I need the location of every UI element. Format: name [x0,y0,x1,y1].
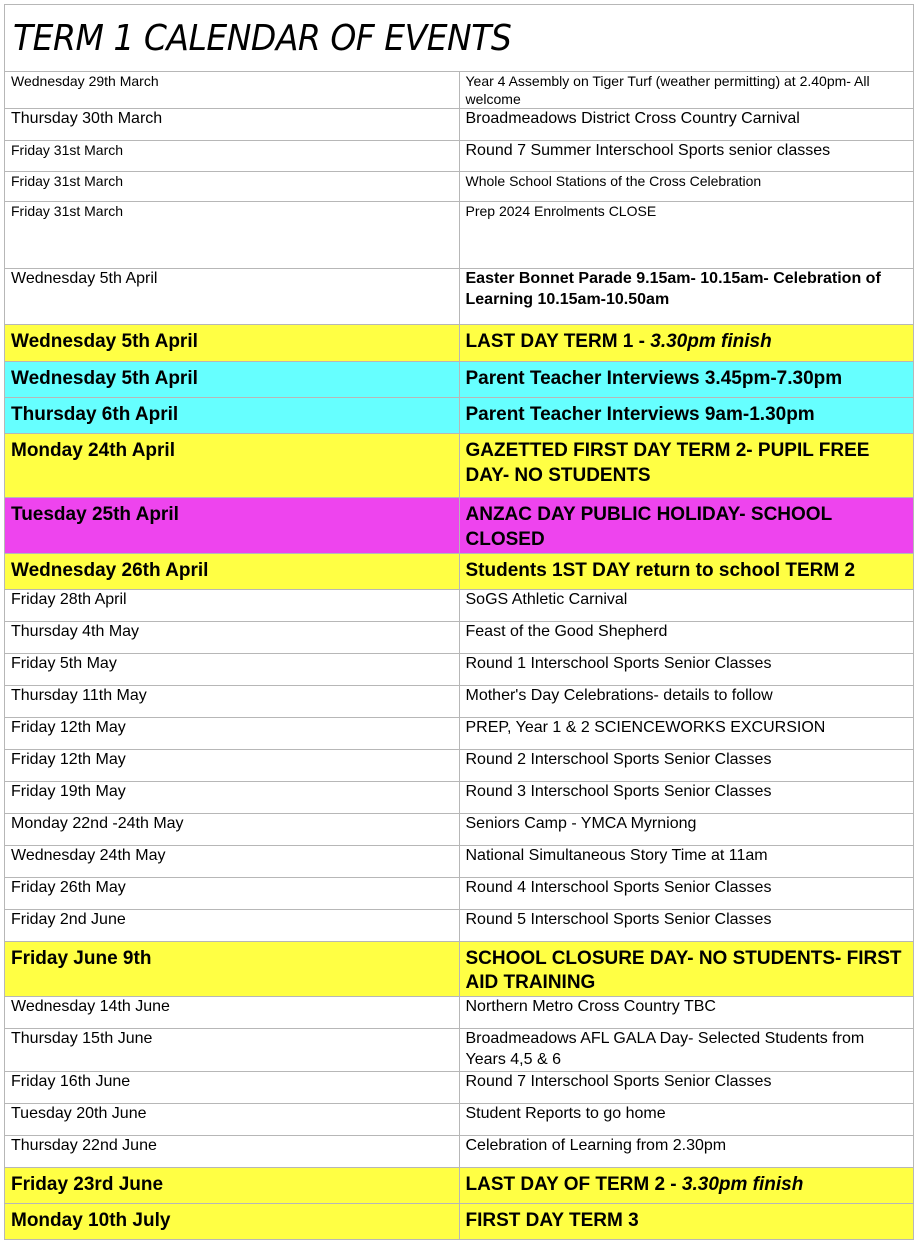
table-row [5,172,914,202]
event-description: Students 1ST DAY return to school TERM 2 [459,553,914,589]
table-row-highlight [5,398,914,434]
event-description [459,1167,914,1203]
title-row [5,5,914,72]
event-description: Broadmeadows District Cross Country Carnival [459,109,914,141]
table-row-highlight [5,941,914,996]
event-date: Friday 31st March [5,172,460,202]
event-date: Friday 23rd June [5,1167,460,1203]
event-text: LAST DAY TERM 1 - [465,331,651,353]
event-description: Round 1 Interschool Sports Senior Classes [459,653,914,685]
event-date: Thursday 11th May [5,685,460,717]
event-date: Wednesday 14th June [5,997,460,1029]
table-row-highlight [5,1203,914,1239]
table-row [5,141,914,172]
event-description: Round 2 Interschool Sports Senior Classes [459,749,914,781]
event-date: Thursday 22nd June [5,1135,460,1167]
table-row [5,653,914,685]
event-description: Feast of the Good Shepherd [459,621,914,653]
event-description: Parent Teacher Interviews 9am-1.30pm [459,398,914,434]
event-date: Tuesday 20th June [5,1103,460,1135]
table-row-highlight [5,1167,914,1203]
event-date: Friday 28th April [5,589,460,621]
event-description: Seniors Camp - YMCA Myrniong [459,813,914,845]
event-date: Monday 10th July [5,1203,460,1239]
title-cell [5,5,914,72]
event-date: Friday 12th May [5,717,460,749]
event-description: Round 7 Interschool Sports Senior Classes [459,1071,914,1103]
table-row [5,1029,914,1072]
table-row [5,589,914,621]
event-date: Friday June 9th [5,941,460,996]
table-row [5,877,914,909]
event-description: Mother's Day Celebrations- details to follow [459,685,914,717]
event-description: Prep 2024 Enrolments CLOSE [459,202,914,269]
table-row [5,72,914,109]
event-date: Friday 19th May [5,781,460,813]
event-date: Monday 22nd -24th May [5,813,460,845]
table-row [5,813,914,845]
table-row [5,997,914,1029]
event-date: Friday 26th May [5,877,460,909]
event-time-italic: 3.30pm finish [681,1173,804,1195]
event-description: PREP, Year 1 & 2 SCIENCEWORKS EXCURSION [459,717,914,749]
event-description: Broadmeadows AFL GALA Day- Selected Students from Years 4,5 & 6 [459,1029,914,1072]
table-row [5,1135,914,1167]
event-description: Year 4 Assembly on Tiger Turf (weather permitting) at 2.40pm- All welcome [459,72,914,109]
table-row [5,202,914,269]
table-row [5,1071,914,1103]
table-row [5,621,914,653]
event-description: National Simultaneous Story Time at 11am [459,845,914,877]
event-description: GAZETTED FIRST DAY TERM 2- PUPIL FREE DAY- NO STUDENTS [459,434,914,498]
event-description: ANZAC DAY PUBLIC HOLIDAY- SCHOOL CLOSED [459,498,914,553]
table-row-highlight [5,434,914,498]
table-row-highlight [5,553,914,589]
event-date: Wednesday 5th April [5,362,460,398]
event-date: Wednesday 5th April [5,325,460,362]
table-row-highlight [5,325,914,362]
event-description: FIRST DAY TERM 3 [459,1203,914,1239]
table-row [5,749,914,781]
events-table [4,4,914,1240]
event-description: Easter Bonnet Parade 9.15am- 10.15am- Celebration of Learning 10.15am-10.50am [459,269,914,325]
event-description: Round 4 Interschool Sports Senior Classes [459,877,914,909]
table-row [5,717,914,749]
event-description: Parent Teacher Interviews 3.45pm-7.30pm [459,362,914,398]
table-row [5,781,914,813]
table-row [5,1103,914,1135]
table-row-highlight [5,498,914,553]
calendar-sheet [4,4,914,1240]
event-date: Tuesday 25th April [5,498,460,553]
event-date: Friday 12th May [5,749,460,781]
table-row [5,845,914,877]
event-date: Wednesday 24th May [5,845,460,877]
event-date: Friday 5th May [5,653,460,685]
event-date: Friday 2nd June [5,909,460,941]
event-date: Thursday 6th April [5,398,460,434]
event-description: Whole School Stations of the Cross Celebration [459,172,914,202]
table-row [5,685,914,717]
event-date: Monday 24th April [5,434,460,498]
event-description [459,325,914,362]
event-description: Round 3 Interschool Sports Senior Classes [459,781,914,813]
event-description: Student Reports to go home [459,1103,914,1135]
event-description: Northern Metro Cross Country TBC [459,997,914,1029]
event-date: Wednesday 5th April [5,269,460,325]
event-date: Thursday 15th June [5,1029,460,1072]
event-date: Wednesday 26th April [5,553,460,589]
event-date: Friday 31st March [5,141,460,172]
event-description: Round 5 Interschool Sports Senior Classes [459,909,914,941]
table-row [5,109,914,141]
event-description: SCHOOL CLOSURE DAY- NO STUDENTS- FIRST AID TRAINING [459,941,914,996]
event-text: LAST DAY OF TERM 2 - [465,1173,682,1195]
event-description: Celebration of Learning from 2.30pm [459,1135,914,1167]
event-date: Friday 31st March [5,202,460,269]
event-date: Wednesday 29th March [5,72,460,109]
event-description: SoGS Athletic Carnival [459,589,914,621]
event-date: Friday 16th June [5,1071,460,1103]
event-description: Round 7 Summer Interschool Sports senior classes [459,141,914,172]
table-row [5,909,914,941]
table-row-highlight [5,362,914,398]
table-row [5,269,914,325]
event-date: Thursday 4th May [5,621,460,653]
event-date: Thursday 30th March [5,109,460,141]
event-time-italic: 3.30pm finish [650,331,772,353]
page-title: TERM 1 CALENDAR OF EVENTS [13,15,512,59]
